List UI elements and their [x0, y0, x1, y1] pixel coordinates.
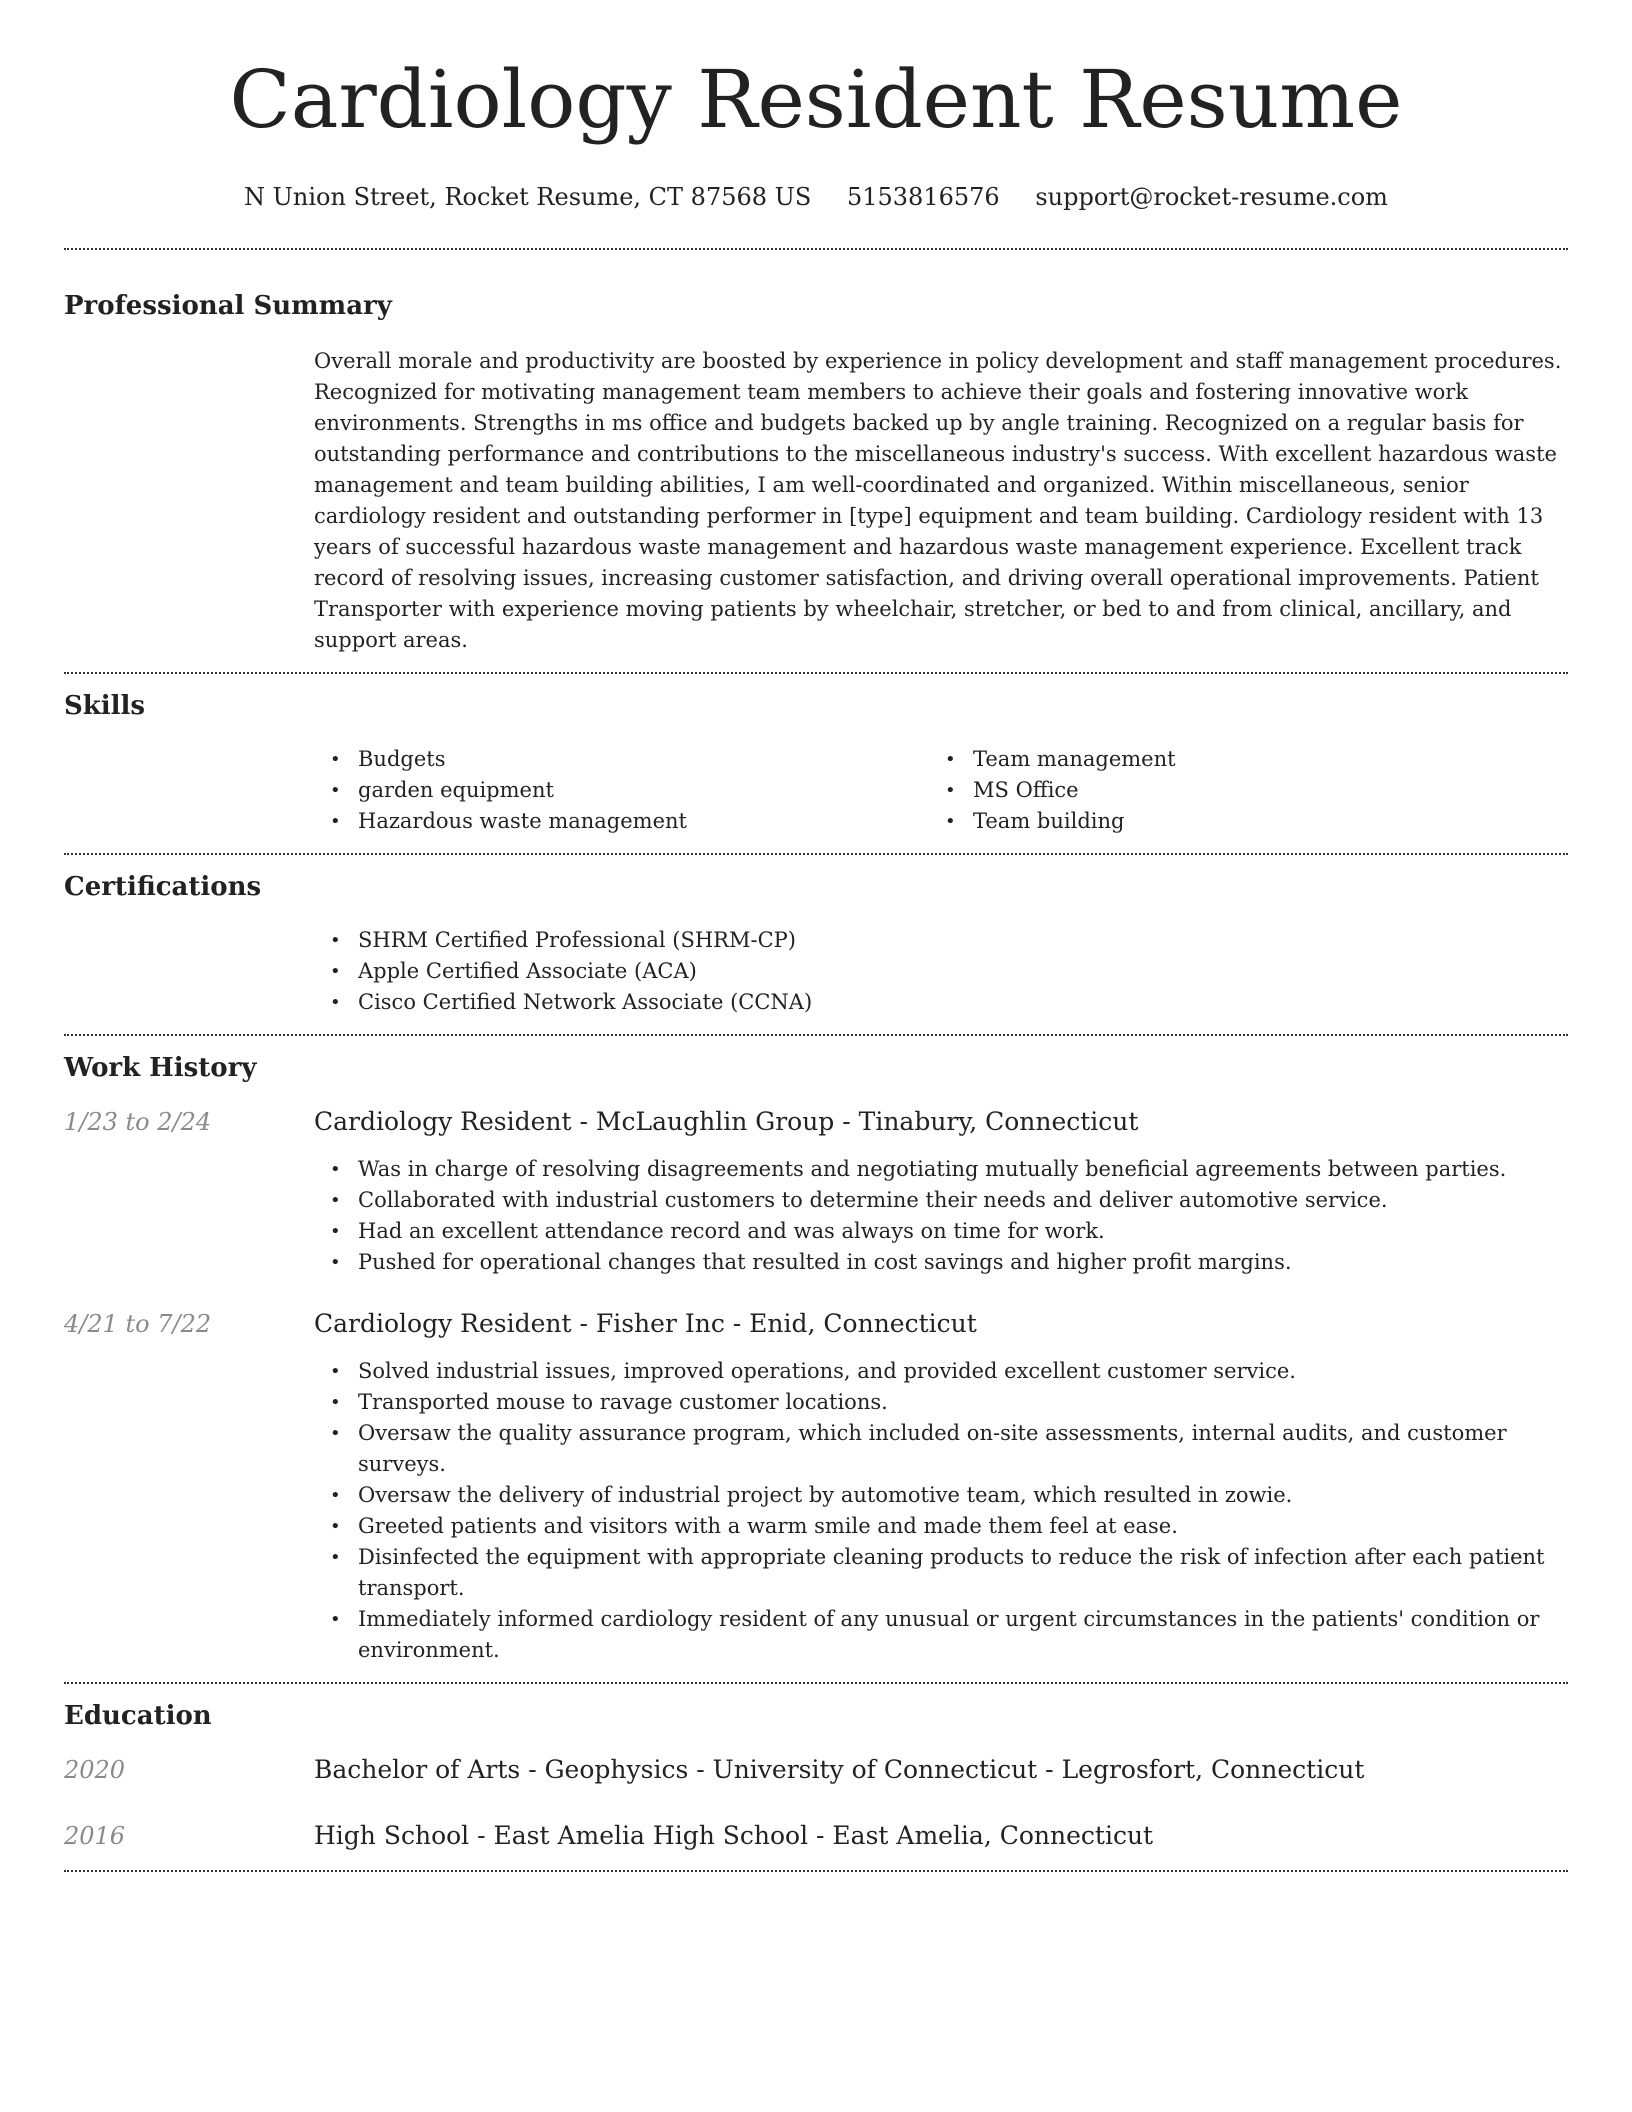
divider: [64, 1870, 1568, 1872]
spacer: [64, 1666, 1568, 1682]
skill-item: • Budgets: [314, 744, 929, 775]
work-history-section: [64, 1036, 1568, 1682]
education-heading: Education: [64, 1701, 212, 1731]
contact-email: support@rocket-resume.com: [1035, 183, 1388, 211]
job-entry: [64, 1308, 1568, 1666]
certifications-section: [64, 855, 1568, 1018]
skill-item: • garden equipment: [314, 775, 929, 806]
work-history-heading: Work History: [64, 1053, 257, 1083]
skill-item: • Team management: [929, 744, 1544, 775]
skill-item: • Hazardous waste management: [314, 806, 929, 837]
skill-item: • Team building: [929, 806, 1544, 837]
skill-item: • MS Office: [929, 775, 1544, 806]
certification-item: • Apple Certified Associate (ACA): [314, 956, 1568, 987]
job-bullet: • Solved industrial issues, improved operations, and provided excellent customer service.: [314, 1356, 1568, 1387]
certifications-list: [314, 925, 1568, 1018]
job-title: Cardiology Resident - McLaughlin Group - Tinabury, Connecticut: [314, 1107, 1139, 1136]
job-bullet: • Had an excellent attendance record and was always on time for work.: [314, 1216, 1568, 1247]
job-bullets: [314, 1154, 1568, 1278]
job-dates: 1/23 to 2/24: [64, 1108, 212, 1136]
skills-section: [64, 674, 1568, 837]
job-title: Cardiology Resident - Fisher Inc - Enid, Connecticut: [314, 1309, 977, 1338]
education-title: High School - East Amelia High School - East Amelia, Connecticut: [314, 1821, 1154, 1850]
job-body: [314, 1308, 1568, 1666]
job-bullet: • Pushed for operational changes that resulted in cost savings and higher profit margins.: [314, 1247, 1568, 1278]
summary-section: [64, 250, 1568, 656]
education-title: Bachelor of Arts - Geophysics - University of Connecticut - Legrosfort, Connecticut: [314, 1755, 1365, 1784]
skills-grid: [314, 744, 1568, 837]
education-entry: [64, 1754, 1568, 1786]
job-bullet: • Transported mouse to ravage customer locations.: [314, 1387, 1568, 1418]
certifications-heading: Certifications: [64, 872, 262, 902]
job-bullets: [314, 1356, 1568, 1666]
contact-line: [64, 182, 1568, 212]
skills-heading: Skills: [64, 691, 146, 721]
education-section: [64, 1684, 1568, 1870]
summary-text: Overall morale and productivity are boosted by experience in policy development and staff management procedures. Recognized for motivating management team members to achieve their goals and fostering innovative work environments. Strengths in ms office and budgets backed up by angle training. Recognized on a regular basis for outstanding performance and contributions to the miscellaneous industry's success. With excellent hazardous waste management and team building abilities, I am well-coordinated and organized. Within miscellaneous, senior cardiology resident and outstanding performer in [type] equipment and team building. Cardiology resident with 13 years of successful hazardous waste management and hazardous waste management experience. Excellent track record of resolving issues, increasing customer satisfaction, and driving overall operational improvements. Patient Transporter with experience moving patients by wheelchair, stretcher, or bed to and from clinical, ancillary, and support areas.: [314, 349, 1562, 652]
resume-title: Cardiology Resident Resume: [229, 53, 1403, 146]
spacer: [64, 1852, 1568, 1870]
education-year: 2016: [64, 1822, 126, 1850]
job-bullet: • Oversaw the quality assurance program, which included on-site assessments, internal audits, and customer surveys.: [314, 1418, 1568, 1480]
certification-item: • SHRM Certified Professional (SHRM-CP): [314, 925, 1568, 956]
job-bullet: • Collaborated with industrial customers to determine their needs and deliver automotive service.: [314, 1185, 1568, 1216]
job-bullet: • Oversaw the delivery of industrial project by automotive team, which resulted in zowie.: [314, 1480, 1568, 1511]
job-bullet: • Disinfected the equipment with appropriate cleaning products to reduce the risk of infection after each patient transport.: [314, 1542, 1568, 1604]
job-dates: 4/21 to 7/22: [64, 1310, 212, 1338]
education-year: 2020: [64, 1756, 126, 1784]
certification-item: • Cisco Certified Network Associate (CCNA): [314, 987, 1568, 1018]
job-body: [314, 1106, 1568, 1278]
skills-list-left: [314, 744, 929, 837]
job-entry: [64, 1106, 1568, 1278]
contact-phone: 5153816576: [846, 183, 1000, 211]
job-bullet: • Was in charge of resolving disagreements and negotiating mutually beneficial agreements between parties.: [314, 1154, 1568, 1185]
education-entry: [64, 1820, 1568, 1852]
summary-heading: Professional Summary: [64, 291, 392, 321]
job-bullet: • Greeted patients and visitors with a warm smile and made them feel at ease.: [314, 1511, 1568, 1542]
skills-list-right: [929, 744, 1544, 837]
contact-address: N Union Street, Rocket Resume, CT 87568 US: [244, 183, 812, 211]
job-bullet: • Immediately informed cardiology resident of any unusual or urgent circumstances in the patients' condition or environment.: [314, 1604, 1568, 1666]
